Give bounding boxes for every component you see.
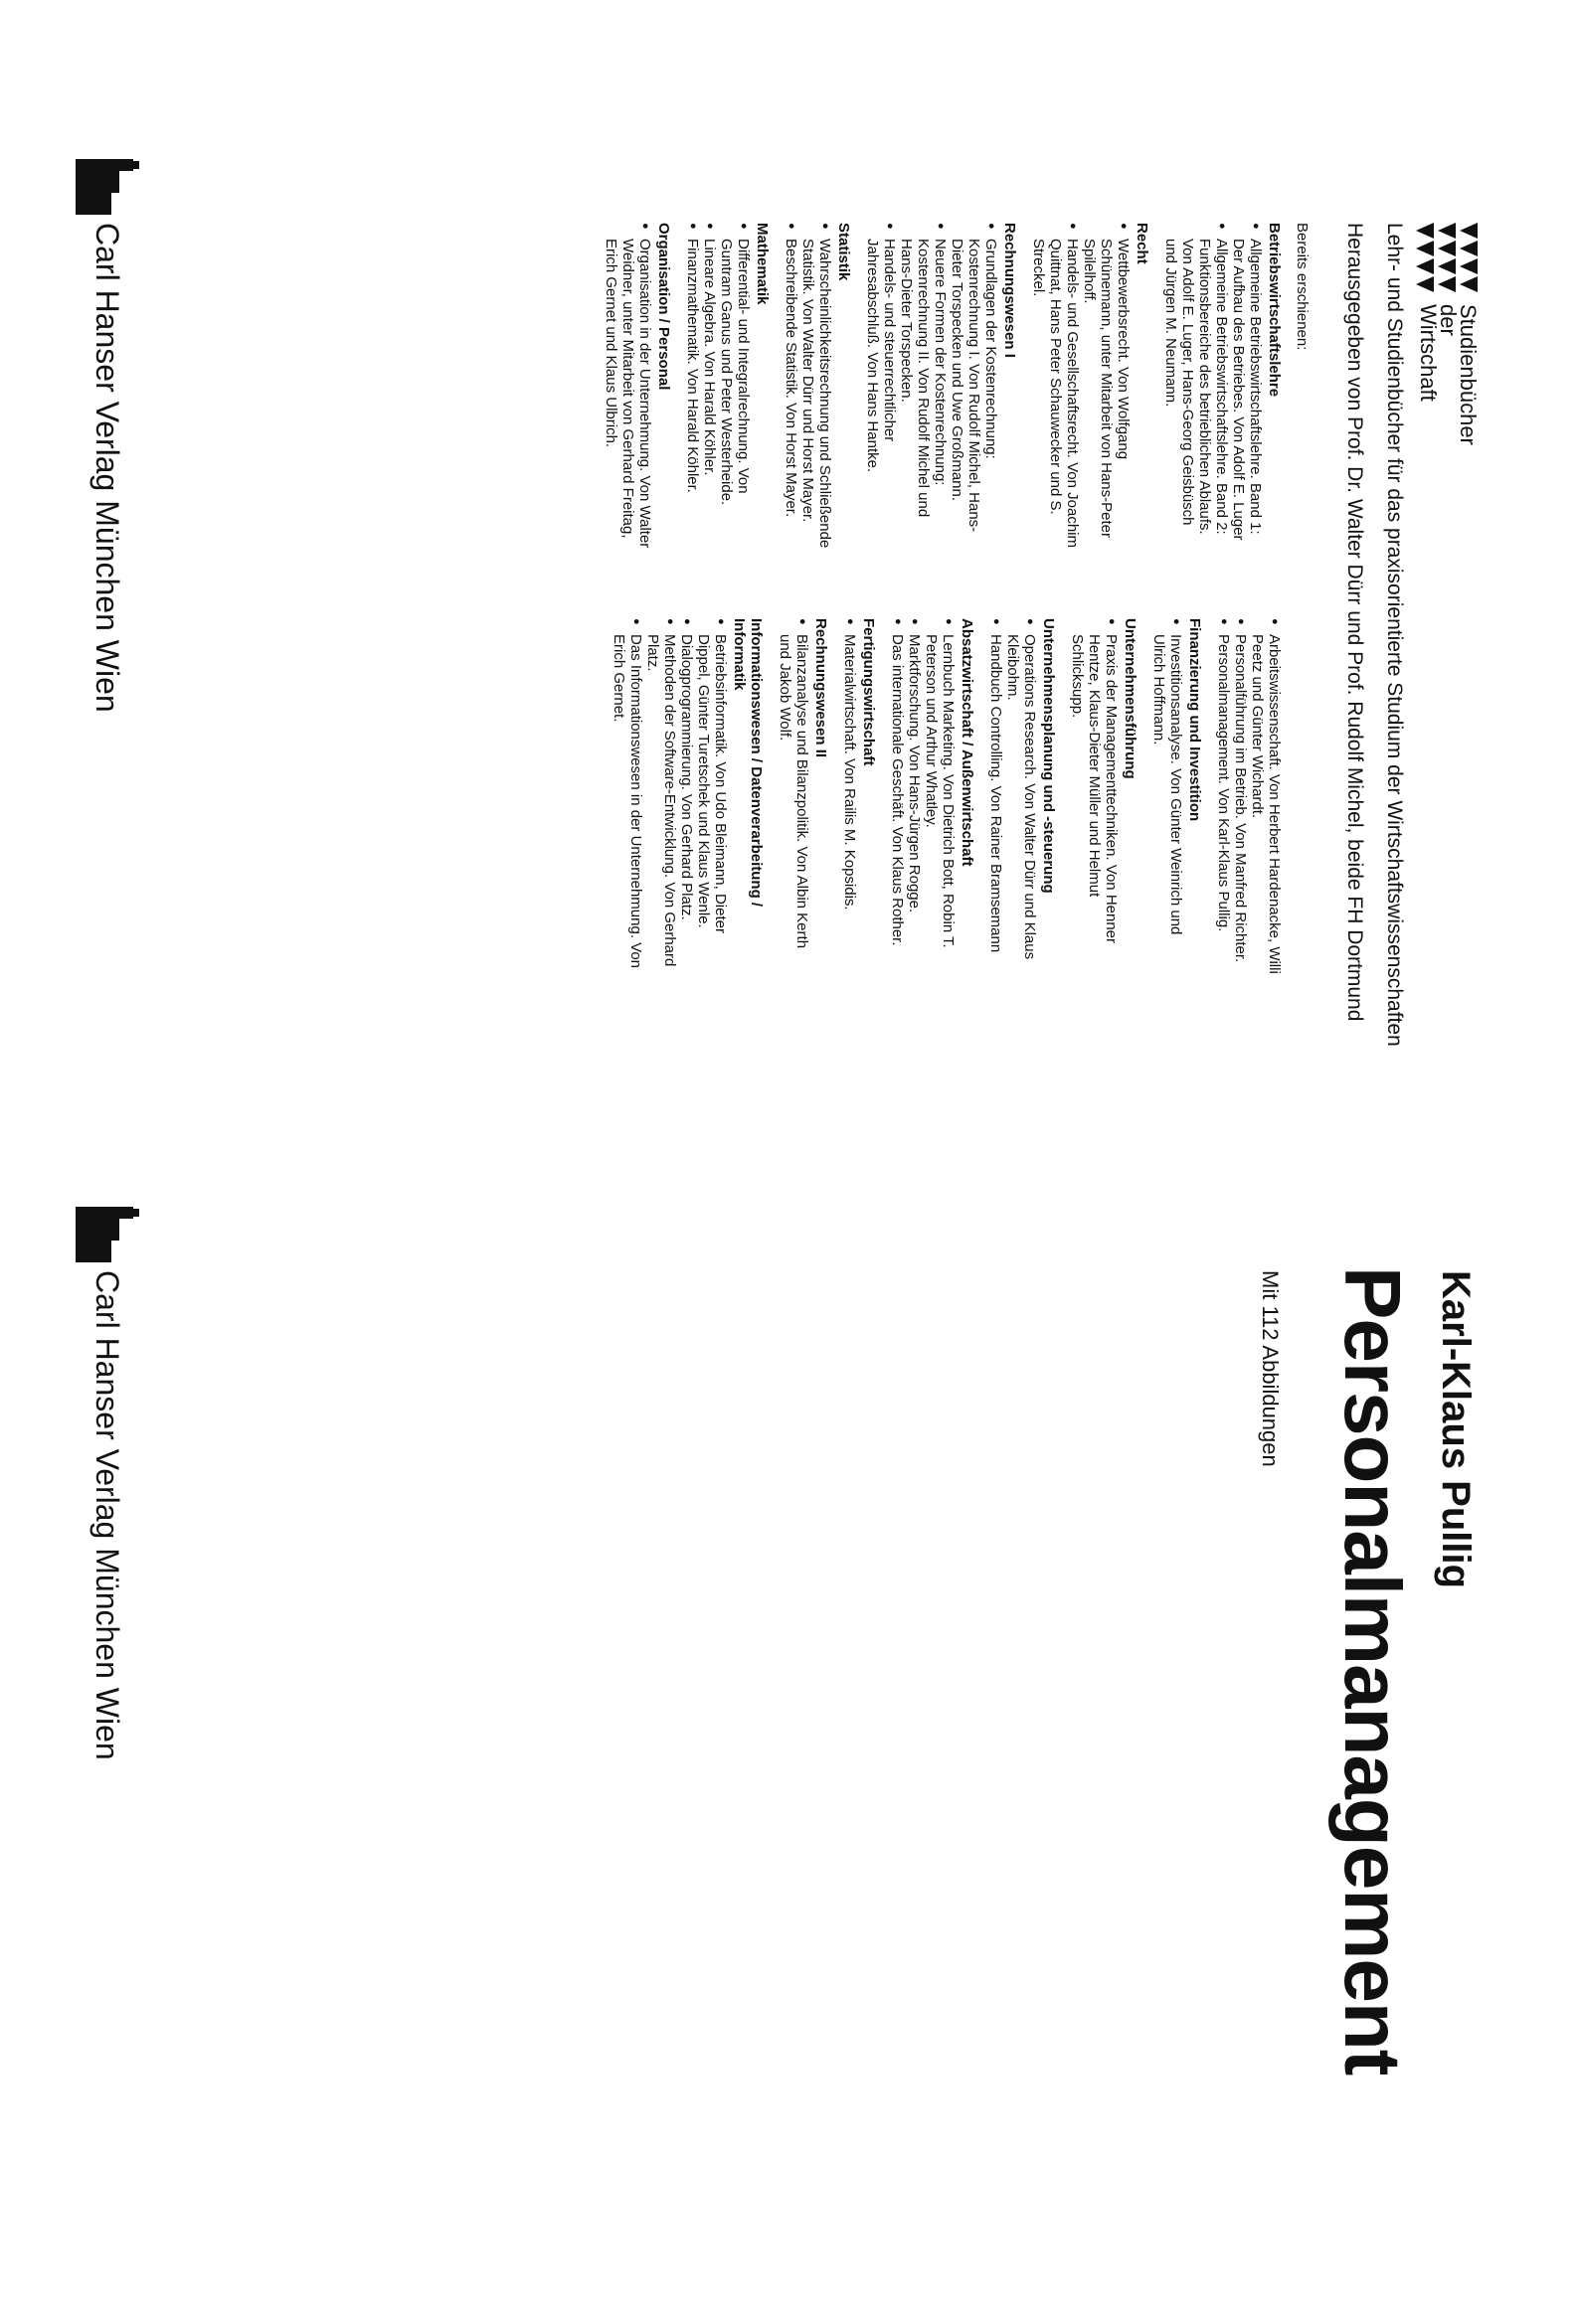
catalog-entry: ● Allgemeine Betriebswirtschaftslehre. Band 1: Der Aufbau des Betriebes. Von Adolf E. Luger [1230,223,1264,551]
catalog-column-right [611,618,1283,976]
series-name-line: der [1436,304,1461,336]
catalog-category: Organisation / Personal [655,223,672,391]
publisher-logo-icon [76,1207,139,1262]
catalog-entry: ● Handbuch Controlling. Von Rainer Bramsemann [987,618,1004,976]
catalog-entry: ● Allgemeine Betriebswirtschaftslehre. Band 2: Funktionsbereiche des betrieblichen Ablaufs. Von Adolf E. Luger, Hans-Georg Geisbüsch und Jürgen M. Neumann. [1162,223,1230,551]
publisher-name: Carl Hanser Verlag München Wien [89,1270,125,1760]
catalog-entry: ● Wettbewerbsrecht. Von Wolfgang Schünemann, unter Mitarbeit von Hans-Peter Spilelhoff. [1081,223,1132,551]
catalog-entry: ● Handels- und Gesellschaftsrecht. Von Joachim Quittnat, Hans Peter Schauwecker und S. Streckel. [1030,223,1081,551]
catalog-entry: ● Dialogprogrammierung. Von Gerhard Platz. [678,618,695,976]
catalog-entry: ● Personalmanagement. Von Karl-Klaus Pullig. [1215,618,1232,976]
catalog-column-left [603,223,1283,551]
catalog-category: Recht [1134,223,1150,264]
catalog-entry: ● Personalführung im Betrieb. Von Manfred Richter. [1232,618,1249,976]
triangle-grid-icon [1416,223,1478,292]
catalog-category: Rechnungswesen II [812,618,829,758]
catalog-category: Fertigungswirtschaft [860,618,877,766]
author-name: Karl-Klaus Pullig [1434,1270,1478,1589]
catalog-category: Absatzwirtschaft / Außenwirtschaft [959,618,975,867]
series-name [1416,304,1481,445]
catalog-entry: ● Lernbuch Marketing. Von Dietrich Bott, Robin T. Peterson und Arthur Whatley. [923,618,957,976]
already-published-label: Bereits erschienen: [1294,223,1311,351]
series-name-line: Wirtschaft [1416,304,1441,402]
catalog-entry: ● Finanzmathematik. Von Harald Köhler. [684,223,701,551]
series-editors: Herausgegeben von Prof. Dr. Walter Dürr und Prof. Rudolf Michel, beide FH Dortmund [1343,223,1366,1022]
catalog-category: Statistik [835,223,852,281]
series-name-line: Studienbücher [1456,304,1481,445]
series-subtitle: Lehr- und Studienbücher für das praxisorientierte Studium der Wirtschaftswissenschaften [1383,223,1406,1047]
series-logo [1416,223,1481,445]
catalog-entry: ● Lineare Algebra. Von Harald Köhler. [701,223,718,551]
book-title: Personalmanagement [1328,1266,1417,2075]
publisher-name: Carl Hanser Verlag München Wien [89,223,125,713]
catalog-entry: ● Arbeitswissenschaft. Von Herbert Hardenacke, Willi Peetz und Günter Wichardt. [1249,618,1283,976]
catalog-entry: ● Wahrscheinlichkeitsrechnung und Schließende Statistik. Von Walter Dürr und Horst Mayer. [799,223,833,551]
catalog-entry: ● Materialwirtschaft. Von Railis M. Kopsidis. [841,618,858,976]
catalog-entry: ● Handels- und steuerrechtlicher Jahresabschluß. Von Hans Hantke. [864,223,898,551]
catalog-category: Unternehmensführung [1122,618,1139,779]
publisher-logo-icon [76,159,139,215]
catalog-category: Mathematik [754,223,771,305]
catalog-entry: ● Operations Research. Von Walter Dürr und Klaus Kleibohm. [1004,618,1038,976]
catalog-entry: ● Differential- und Integralrechnung. Von Guntram Ganus und Peter Westerheide. [718,223,752,551]
catalog-category: Informationswesen / Datenverarbeitung / Informatik [731,618,765,908]
catalog-entry: ● Betriebsinformatik. Von Udo Bleimann, Dieter Dippel, Günter Turetschek und Klaus Wenle. [695,618,729,976]
catalog-entry: ● Neuere Formen der Kostenrechnung: Kostenrechnung II. Von Rudolf Michel und Hans-Dieter Torspecken. [898,223,949,551]
catalog-entry: ● Das internationale Geschäft. Von Klaus Rother. [889,618,906,976]
catalog-entry: ● Methoden der Software-Entwicklung. Von Gerhard Platz. [644,618,678,976]
catalog-entry: ● Organisation in der Unternehmung. Von Walter Weidner, unter Mitarbeit von Gerhard Freitag, Erich Gernet und Klaus Ulbrich. [603,223,653,551]
catalog-entry: ● Investitionsanalyse. Von Günter Weinrich und Ulrich Hoffmann. [1150,618,1184,976]
catalog-category: Rechnungswesen I [1001,223,1018,358]
catalog-entry: ● Marktforschung. Von Hans-Jürgen Rogge. [906,618,923,976]
catalog-category: Unternehmensplanung und -steuerung [1040,618,1057,894]
catalog-entry: ● Das Informationswesen in der Unternehmung. Von Erich Gernet. [611,618,644,976]
catalog-entry: ● Bilanzanalyse und Bilanzpolitik. Von Albin Kerth und Jakob Wolf. [777,618,810,976]
catalog-category: Betriebswirtschaftslehre [1266,223,1283,398]
catalog-entry: ● Praxis der Managementtechniken. Von Henner Hentze, Klaus-Dieter Müller und Helmut Schlicksupp. [1069,618,1120,976]
figures-note: Mit 112 Abbildungen [1258,1270,1283,1467]
catalog-entry: ● Beschreibende Statistik. Von Horst Mayer. [783,223,799,551]
catalog-category: Finanzierung und Investition [1186,618,1203,822]
catalog-entry: ● Grundlagen der Kostenrechnung: Kostenrechnung I. Von Rudolf Michel, Hans-Dieter Torspecken und Uwe Großmann. [949,223,999,551]
